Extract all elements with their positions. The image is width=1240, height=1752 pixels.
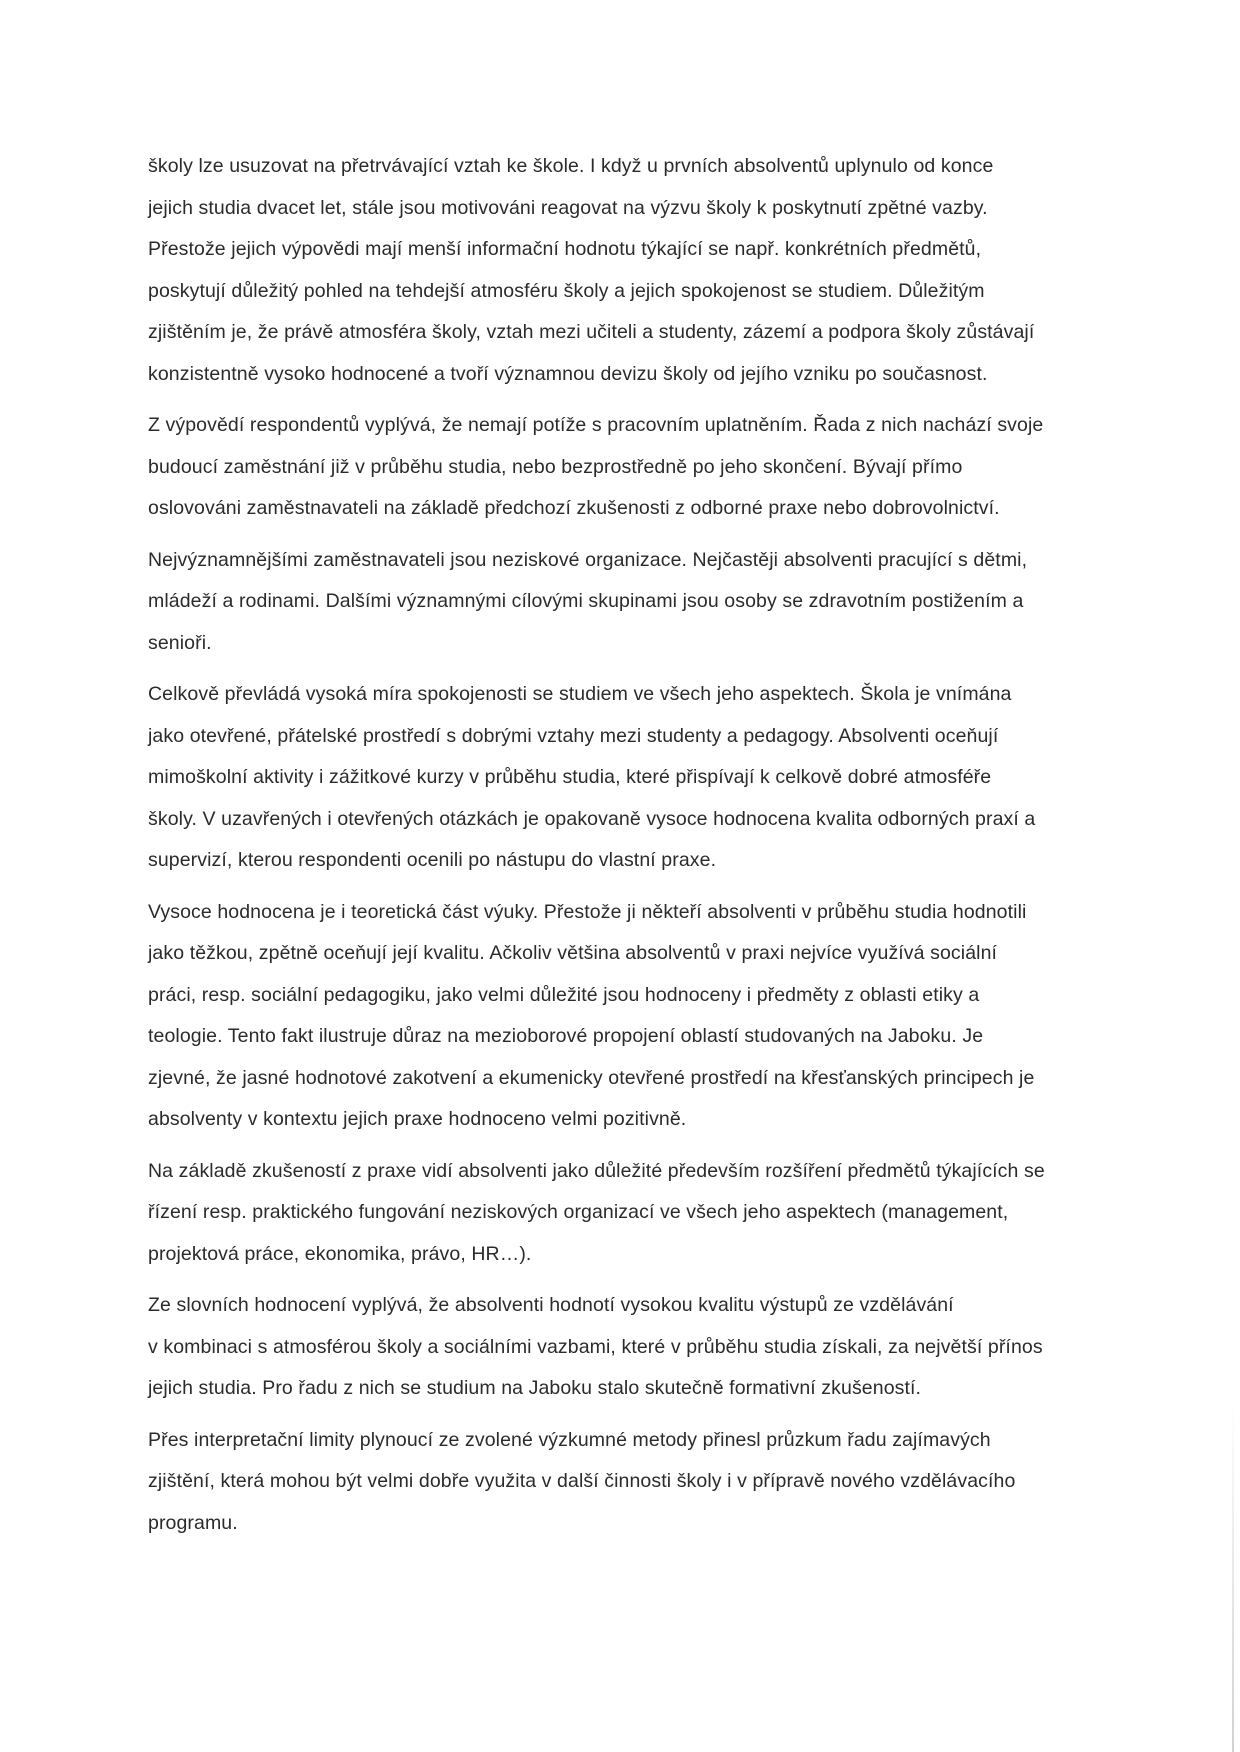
paragraph-line: zjištěním je, že právě atmosféra školy, vztah mezi učiteli a studenty, zázemí a podpora školy zůstávají xyxy=(148,321,1035,343)
paragraph-line: mládeží a rodinami. Dalšími významnými cílovými skupinami jsou osoby se zdravotním postižením a xyxy=(148,590,1024,612)
document-body xyxy=(148,146,1108,1554)
paragraph-line: Vysoce hodnocena je i teoretická část výuky. Přestože ji někteří absolventi v průběhu studia hodnotili xyxy=(148,900,1027,923)
paragraph-line: jako těžkou, zpětně oceňují její kvalitu. Ačkoliv většina absolventů v praxi nejvíce využívá sociální xyxy=(148,942,998,964)
paragraph-6 xyxy=(148,1151,1108,1276)
paragraph-line: v kombinaci s atmosférou školy a sociálními vazbami, které v průběhu studia získali, za největší přínos xyxy=(148,1335,1043,1358)
paragraph-line: Přestože jejich výpovědi mají menší informační hodnotu týkající se např. konkrétních předmětů, xyxy=(148,238,982,260)
paragraph-line: Přes interpretační limity plynoucí ze zvolené výzkumné metody přinesl průzkum řadu zajímavých xyxy=(148,1428,991,1451)
paragraph-line: budoucí zaměstnání již v průběhu studia, nebo bezprostředně po jeho skončení. Bývají přímo xyxy=(148,455,963,478)
paragraph-line: práci, resp. sociální pedagogiku, jako velmi důležité jsou hodnoceny i předměty z oblasti etiky a xyxy=(148,983,980,1006)
paragraph-line: Nejvýznamnějšími zaměstnavateli jsou neziskové organizace. Nejčastěji absolventi pracující s dětmi, xyxy=(148,548,1028,571)
paragraph-5 xyxy=(148,892,1108,1141)
paragraph-line: projektová práce, ekonomika, právo, HR…). xyxy=(148,1242,532,1265)
paragraph-line: školy lze usuzovat na přetrvávající vztah ke škole. I když u prvních absolventů uplynulo od konce xyxy=(148,155,994,177)
paragraph-line: poskytují důležitý pohled na tehdejší atmosféru školy a jejich spokojenost se studiem. Důležitým xyxy=(148,279,985,302)
paragraph-line: konzistentně vysoko hodnocené a tvoří významnou devizu školy od jejího vzniku po současnost. xyxy=(148,362,988,385)
paragraph-line: řízení resp. praktického fungování neziskových organizací ve všech jeho aspektech (management, xyxy=(148,1201,1009,1223)
paragraph-line: jejich studia dvacet let, stále jsou motivováni reagovat na výzvu školy k poskytnutí zpětné vazby. xyxy=(148,196,988,219)
paragraph-line: zjevné, že jasné hodnotové zakotvení a ekumenicky otevřené prostředí na křesťanských principech je xyxy=(148,1066,1035,1089)
paragraph-1 xyxy=(148,146,1108,395)
paragraph-line: teologie. Tento fakt ilustruje důraz na mezioborové propojení oblastí studovaných na Jaboku. Je xyxy=(148,1025,984,1047)
paragraph-line: oslovováni zaměstnavateli na základě předchozí zkušenosti z odborné praxe nebo dobrovolnictví. xyxy=(148,497,1000,519)
paragraph-line: jejich studia. Pro řadu z nich se studium na Jaboku stalo skutečně formativní zkušeností. xyxy=(148,1377,922,1399)
paragraph-line: senioři. xyxy=(148,631,212,654)
paragraph-7 xyxy=(148,1285,1108,1410)
paragraph-2 xyxy=(148,405,1108,530)
paragraph-line: Z výpovědí respondentů vyplývá, že nemají potíže s pracovním uplatněním. Řada z nich nachází svoje xyxy=(148,414,1044,436)
paragraph-line: programu. xyxy=(148,1511,238,1534)
paragraph-line: Celkově převládá vysoká míra spokojenosti se studiem ve všech jeho aspektech. Škola je vnímána xyxy=(148,683,1012,705)
scan-edge-shadow xyxy=(1232,1400,1234,1752)
paragraph-line: jako otevřené, přátelské prostředí s dobrými vztahy mezi studenty a pedagogy. Absolventi oceňují xyxy=(148,724,999,747)
paragraph-line: absolventy v kontextu jejich praxe hodnoceno velmi pozitivně. xyxy=(148,1108,687,1130)
paragraph-4 xyxy=(148,674,1108,882)
paragraph-line: Na základě zkušeností z praxe vidí absolventi jako důležité především rozšíření předmětů týkajících se xyxy=(148,1159,1045,1182)
paragraph-line: zjištění, která mohou být velmi dobře využita v další činnosti školy i v přípravě nového vzdělávacího xyxy=(148,1470,1016,1492)
paragraph-8 xyxy=(148,1420,1108,1545)
paragraph-3 xyxy=(148,540,1108,665)
paragraph-line: Ze slovních hodnocení vyplývá, že absolventi hodnotí vysokou kvalitu výstupů ze vzdělávání xyxy=(148,1294,954,1316)
paragraph-line: supervizí, kterou respondenti ocenili po nástupu do vlastní praxe. xyxy=(148,849,717,871)
paragraph-line: školy. V uzavřených i otevřených otázkách je opakovaně vysoce hodnocena kvalita odborných praxí a xyxy=(148,807,1036,830)
paragraph-line: mimoškolní aktivity i zážitkové kurzy v průběhu studia, které přispívají k celkově dobré atmosféře xyxy=(148,766,992,788)
